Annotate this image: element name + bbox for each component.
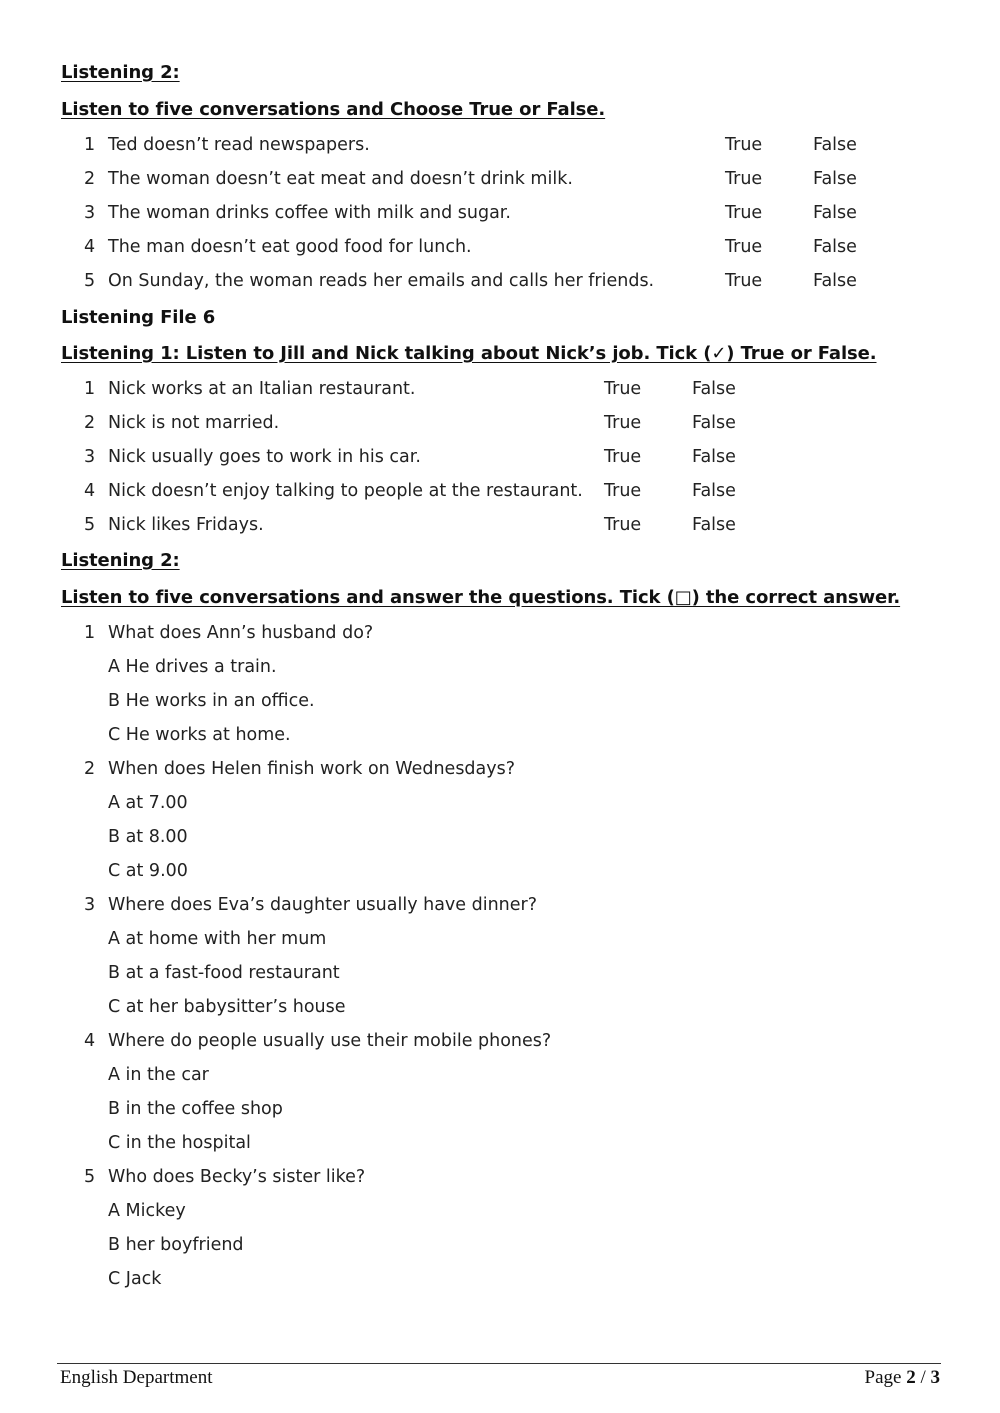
- answer-option-label: C in the hospital: [108, 1133, 251, 1153]
- list-item: [0, 447, 1000, 471]
- question-number: 4: [84, 1031, 96, 1051]
- answer-option-label: C He works at home.: [108, 725, 291, 745]
- false-option[interactable]: False: [692, 447, 736, 467]
- item-number: 3: [84, 447, 96, 467]
- answer-option-label: C at her babysitter’s house: [108, 997, 346, 1017]
- answer-option[interactable]: [0, 793, 1000, 817]
- true-option[interactable]: True: [604, 413, 642, 433]
- answer-option[interactable]: [0, 657, 1000, 681]
- answer-option-label: A at home with her mum: [108, 929, 327, 949]
- question-number: 1: [84, 623, 96, 643]
- item-statement: Nick likes Fridays.: [108, 515, 264, 535]
- true-option[interactable]: True: [604, 447, 642, 467]
- question-text: Where does Eva’s daughter usually have dinner?: [108, 895, 538, 915]
- answer-option[interactable]: [0, 725, 1000, 749]
- item-statement: Nick works at an Italian restaurant.: [108, 379, 416, 399]
- answer-option-label: A at 7.00: [108, 793, 188, 813]
- section3-title: Listening 2:: [61, 550, 180, 571]
- answer-option-label: B in the coffee shop: [108, 1099, 283, 1119]
- question: [0, 759, 1000, 783]
- item-statement: The man doesn’t eat good food for lunch.: [108, 237, 472, 257]
- list-item: [0, 135, 1000, 159]
- answer-option-label: B at 8.00: [108, 827, 188, 847]
- answer-option-label: A in the car: [108, 1065, 209, 1085]
- list-item: [0, 379, 1000, 403]
- footer-department: English Department: [60, 1367, 213, 1388]
- question-number: 2: [84, 759, 96, 779]
- list-item: [0, 237, 1000, 261]
- item-statement: The woman drinks coffee with milk and sugar.: [108, 203, 511, 223]
- true-option[interactable]: True: [604, 379, 642, 399]
- answer-option-label: C Jack: [108, 1269, 162, 1289]
- item-number: 1: [84, 379, 96, 399]
- page-separator: /: [920, 1367, 926, 1388]
- answer-option[interactable]: [0, 1065, 1000, 1089]
- list-item: [0, 271, 1000, 295]
- answer-option[interactable]: [0, 861, 1000, 885]
- item-number: 5: [84, 271, 96, 291]
- list-item: [0, 203, 1000, 227]
- footer-divider: [57, 1363, 941, 1364]
- item-statement: Nick usually goes to work in his car.: [108, 447, 421, 467]
- question-text: When does Helen finish work on Wednesdays?: [108, 759, 516, 779]
- section1-title: Listening 2:: [61, 62, 180, 83]
- false-option[interactable]: False: [813, 203, 857, 223]
- false-option[interactable]: False: [813, 271, 857, 291]
- list-item: [0, 515, 1000, 539]
- section1-instruction: Listen to five conversations and Choose True or False.: [61, 99, 606, 120]
- item-statement: Nick doesn’t enjoy talking to people at the restaurant.: [108, 481, 583, 501]
- true-option[interactable]: True: [725, 169, 763, 189]
- list-item: [0, 481, 1000, 505]
- answer-option-label: C at 9.00: [108, 861, 188, 881]
- question: [0, 1167, 1000, 1191]
- true-option[interactable]: True: [725, 237, 763, 257]
- answer-option-label: B her boyfriend: [108, 1235, 244, 1255]
- question: [0, 623, 1000, 647]
- section3-instruction: Listen to five conversations and answer the questions. Tick (□) the correct answer.: [61, 587, 901, 608]
- item-number: 4: [84, 237, 96, 257]
- question: [0, 895, 1000, 919]
- answer-option-label: B at a fast-food restaurant: [108, 963, 340, 983]
- answer-option-label: A He drives a train.: [108, 657, 277, 677]
- list-item: [0, 169, 1000, 193]
- true-option[interactable]: True: [725, 271, 763, 291]
- answer-option[interactable]: [0, 929, 1000, 953]
- item-number: 5: [84, 515, 96, 535]
- answer-option[interactable]: [0, 997, 1000, 1021]
- question-text: Who does Becky’s sister like?: [108, 1167, 366, 1187]
- answer-option[interactable]: [0, 691, 1000, 715]
- answer-option[interactable]: [0, 963, 1000, 987]
- answer-option-label: A Mickey: [108, 1201, 186, 1221]
- question-number: 3: [84, 895, 96, 915]
- question: [0, 1031, 1000, 1055]
- page-current: 2: [906, 1367, 916, 1388]
- answer-option-label: B He works in an office.: [108, 691, 315, 711]
- false-option[interactable]: False: [692, 515, 736, 535]
- footer-page-number: [865, 1367, 940, 1389]
- page-total: 3: [930, 1367, 940, 1388]
- true-option[interactable]: True: [604, 515, 642, 535]
- item-number: 1: [84, 135, 96, 155]
- answer-option[interactable]: [0, 1099, 1000, 1123]
- answer-option[interactable]: [0, 1133, 1000, 1157]
- answer-option[interactable]: [0, 827, 1000, 851]
- item-number: 2: [84, 169, 96, 189]
- item-number: 4: [84, 481, 96, 501]
- file-heading: Listening File 6: [61, 307, 216, 328]
- item-number: 2: [84, 413, 96, 433]
- item-statement: Ted doesn’t read newspapers.: [108, 135, 370, 155]
- item-number: 3: [84, 203, 96, 223]
- true-option[interactable]: True: [725, 135, 763, 155]
- list-item: [0, 413, 1000, 437]
- section2-instruction: Listening 1: Listen to Jill and Nick talking about Nick’s job. Tick (✓) True or False.: [61, 343, 877, 364]
- question-number: 5: [84, 1167, 96, 1187]
- false-option[interactable]: False: [813, 169, 857, 189]
- item-statement: On Sunday, the woman reads her emails and calls her friends.: [108, 271, 655, 291]
- answer-option[interactable]: [0, 1235, 1000, 1259]
- page-prefix: Page: [864, 1367, 902, 1388]
- item-statement: Nick is not married.: [108, 413, 280, 433]
- false-option[interactable]: False: [692, 379, 736, 399]
- true-option[interactable]: True: [725, 203, 763, 223]
- item-statement: The woman doesn’t eat meat and doesn’t drink milk.: [108, 169, 573, 189]
- answer-option[interactable]: [0, 1269, 1000, 1293]
- false-option[interactable]: False: [813, 237, 857, 257]
- question-text: Where do people usually use their mobile phones?: [108, 1031, 552, 1051]
- answer-option[interactable]: [0, 1201, 1000, 1225]
- question-text: What does Ann’s husband do?: [108, 623, 374, 643]
- false-option[interactable]: False: [692, 413, 736, 433]
- false-option[interactable]: False: [692, 481, 736, 501]
- false-option[interactable]: False: [813, 135, 857, 155]
- true-option[interactable]: True: [604, 481, 642, 501]
